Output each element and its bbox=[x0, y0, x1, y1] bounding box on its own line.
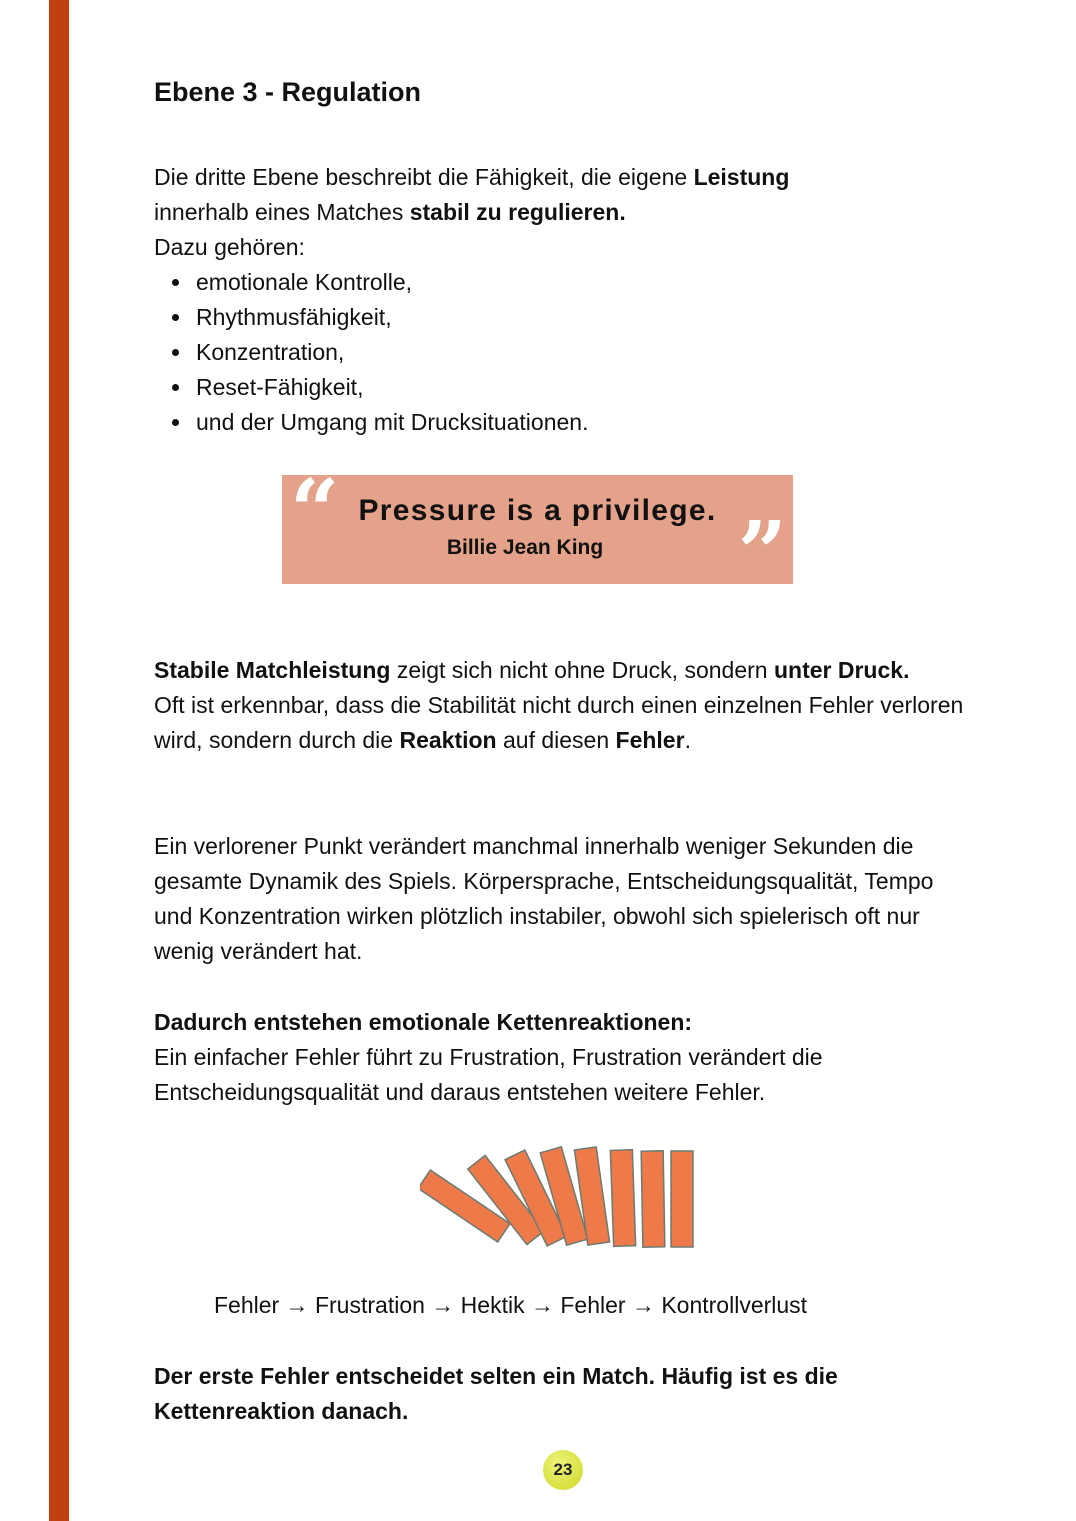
intro-line-1: Die dritte Ebene beschreibt die Fähigkeit, die eigene Leistung bbox=[154, 164, 790, 190]
side-accent-bar bbox=[49, 0, 69, 1521]
intro-line-2: innerhalb eines Matches stabil zu regulieren. bbox=[154, 199, 626, 225]
domino-8 bbox=[671, 1151, 693, 1247]
bullet-list bbox=[154, 265, 994, 440]
open-quote-icon: “ bbox=[290, 461, 340, 562]
list-item: emotionale Kontrolle, bbox=[196, 265, 994, 300]
chain-reaction-text: Ein einfacher Fehler führt zu Frustration, Frustration verändert die Entscheidungsqualität und daraus entstehen weitere Fehler. bbox=[154, 1044, 823, 1105]
domino-7 bbox=[641, 1151, 665, 1247]
paragraph-chain-reaction bbox=[154, 1005, 994, 1110]
domino-6 bbox=[610, 1150, 635, 1247]
paragraph-dynamics: Ein verlorener Punkt verändert manchmal innerhalb weniger Sekunden die gesamte Dynamik des Spiels. Körpersprache, Entscheidungsqualität, Tempo und Konzentration wirken plötzlich instabiler, obwohl sich spielerisch oft nur wenig verändert hat. bbox=[154, 833, 934, 964]
quote-text: Pressure is a privilege. bbox=[358, 494, 717, 527]
domino-illustration bbox=[420, 1138, 710, 1258]
page-title: Ebene 3 - Regulation bbox=[154, 77, 422, 107]
quote-author: Billie Jean King bbox=[446, 536, 604, 559]
page-number-badge: 23 bbox=[543, 1450, 583, 1490]
intro-line-3: Dazu gehören: bbox=[154, 234, 305, 260]
list-item: Rhythmusfähigkeit, bbox=[196, 300, 994, 335]
chain-sequence: Fehler → Frustration → Hektik → Fehler → Kontrollverlust bbox=[214, 1292, 808, 1318]
list-item: und der Umgang mit Drucksituationen. bbox=[196, 405, 994, 440]
closing-statement: Der erste Fehler entscheidet selten ein Match. Häufig ist es die Kettenreaktion danach. bbox=[154, 1363, 838, 1424]
domino-graphic bbox=[420, 1138, 710, 1258]
paragraph-stability: Stabile Matchleistung zeigt sich nicht ohne Druck, sondern unter Druck. Oft ist erkennbar, dass die Stabilität nicht durch einen einzelnen Fehler verloren wird, sondern durch die Reaktion auf diesen Fehler. bbox=[154, 657, 964, 753]
list-item: Konzentration, bbox=[196, 335, 994, 370]
list-item: Reset-Fähigkeit, bbox=[196, 370, 994, 405]
close-quote-icon: ” bbox=[737, 503, 787, 604]
quote-box bbox=[282, 461, 793, 604]
intro-section bbox=[154, 160, 994, 440]
chain-reaction-heading: Dadurch entstehen emotionale Kettenreaktionen: bbox=[154, 1009, 693, 1035]
